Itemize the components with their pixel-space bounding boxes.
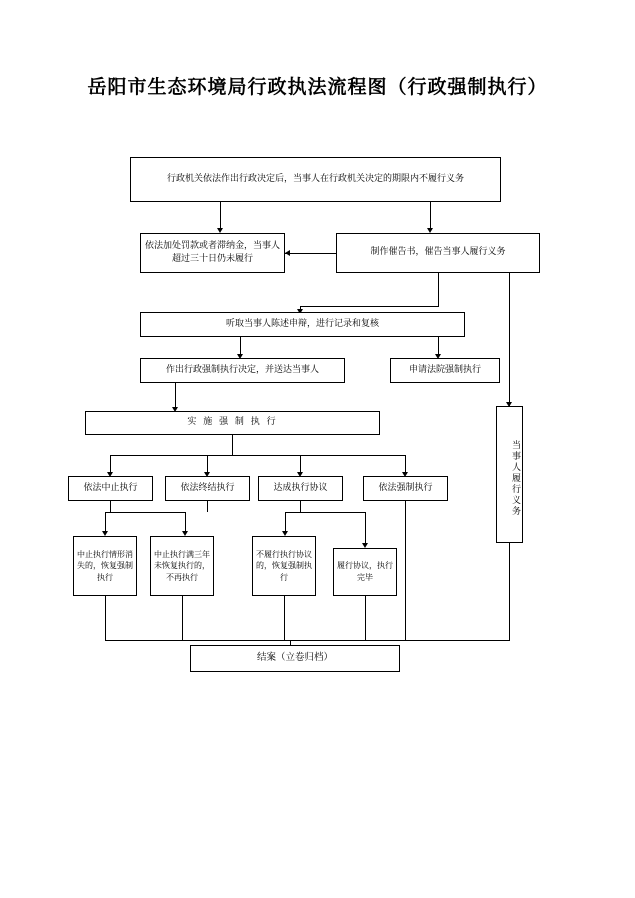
- connector-n11-down: [300, 501, 301, 512]
- connector-n4-down-left: [240, 337, 241, 355]
- connector-n8-down: [232, 435, 233, 455]
- connector-n11-split: [285, 512, 365, 513]
- node-suspend-enforcement: 依法中止执行: [68, 476, 153, 501]
- node-terminate-enforcement: 依法终结执行: [165, 476, 250, 501]
- node-compulsory-enforcement: 依法强制执行: [363, 476, 448, 501]
- connector-n7-down: [509, 543, 510, 640]
- connector-n9-down: [110, 501, 111, 512]
- connector-n11-to-n15: [285, 512, 286, 532]
- connector-n9-to-n13: [105, 512, 106, 532]
- connector-n14-down: [182, 596, 183, 640]
- node-execute-enforcement: 实 施 强 制 执 行: [85, 411, 380, 435]
- node-urge-notice: 制作催告书，催告当事人履行义务: [336, 233, 540, 273]
- connector-n3-to-n7: [509, 273, 510, 406]
- connector-to-n11: [300, 455, 301, 473]
- connector-n1-down-right: [430, 202, 431, 229]
- node-hearing-statement: 听取当事人陈述申辩，进行记录和复核: [140, 312, 465, 337]
- node-no-resume-three-years: 中止执行满三年未恢复执行的，不再执行: [150, 536, 214, 596]
- connector-n5-down: [175, 383, 176, 408]
- connector-n2-to-n3: [285, 253, 336, 254]
- node-apply-court-enforcement: 申请法院强制执行: [390, 358, 500, 383]
- connector-bottom-bus: [105, 640, 510, 641]
- node-unfulfilled-obligation: 行政机关依法作出行政决定后，当事人在行政机关决定的期限内不履行义务: [130, 157, 501, 202]
- connector-n3-down: [438, 273, 439, 306]
- connector-n3-to-n4-horizontal: [300, 306, 439, 307]
- node-surcharge-overdue: 依法加处罚款或者滞纳金，当事人超过三十日仍未履行: [140, 233, 285, 273]
- connector-n12-down: [405, 501, 406, 640]
- connector-n15-down: [284, 596, 285, 640]
- arrowhead-n3-to-n2: [285, 250, 290, 256]
- node-agreement-completed: 履行协议，执行完毕: [333, 548, 397, 596]
- node-breach-agreement-resume: 不履行执行协议的，恢复强制执行: [252, 536, 316, 596]
- connector-bus-children: [110, 455, 405, 456]
- node-resume-after-suspension: 中止执行情形消失的，恢复强制执行: [73, 536, 137, 596]
- connector-to-n9: [110, 455, 111, 473]
- connector-to-n12: [405, 455, 406, 473]
- node-party-performs-obligation: 当事人履行义务: [496, 406, 523, 543]
- connector-n4-down-right: [438, 337, 439, 355]
- connector-n9-split: [105, 512, 185, 513]
- page-title: 岳阳市生态环境局行政执法流程图（行政强制执行）: [87, 76, 548, 98]
- connector-n16-down: [365, 596, 366, 640]
- connector-n10-down: [207, 501, 208, 512]
- connector-n11-to-n16: [365, 512, 366, 544]
- node-reach-agreement: 达成执行协议: [258, 476, 343, 501]
- connector-n9-to-n14: [185, 512, 186, 532]
- connector-n13-down: [105, 596, 106, 640]
- node-case-closed: 结案（立卷归档）: [190, 645, 400, 672]
- connector-to-n10: [207, 455, 208, 473]
- node-enforcement-decision: 作出行政强制执行决定，并送达当事人: [140, 358, 345, 383]
- connector-n1-down: [220, 202, 221, 229]
